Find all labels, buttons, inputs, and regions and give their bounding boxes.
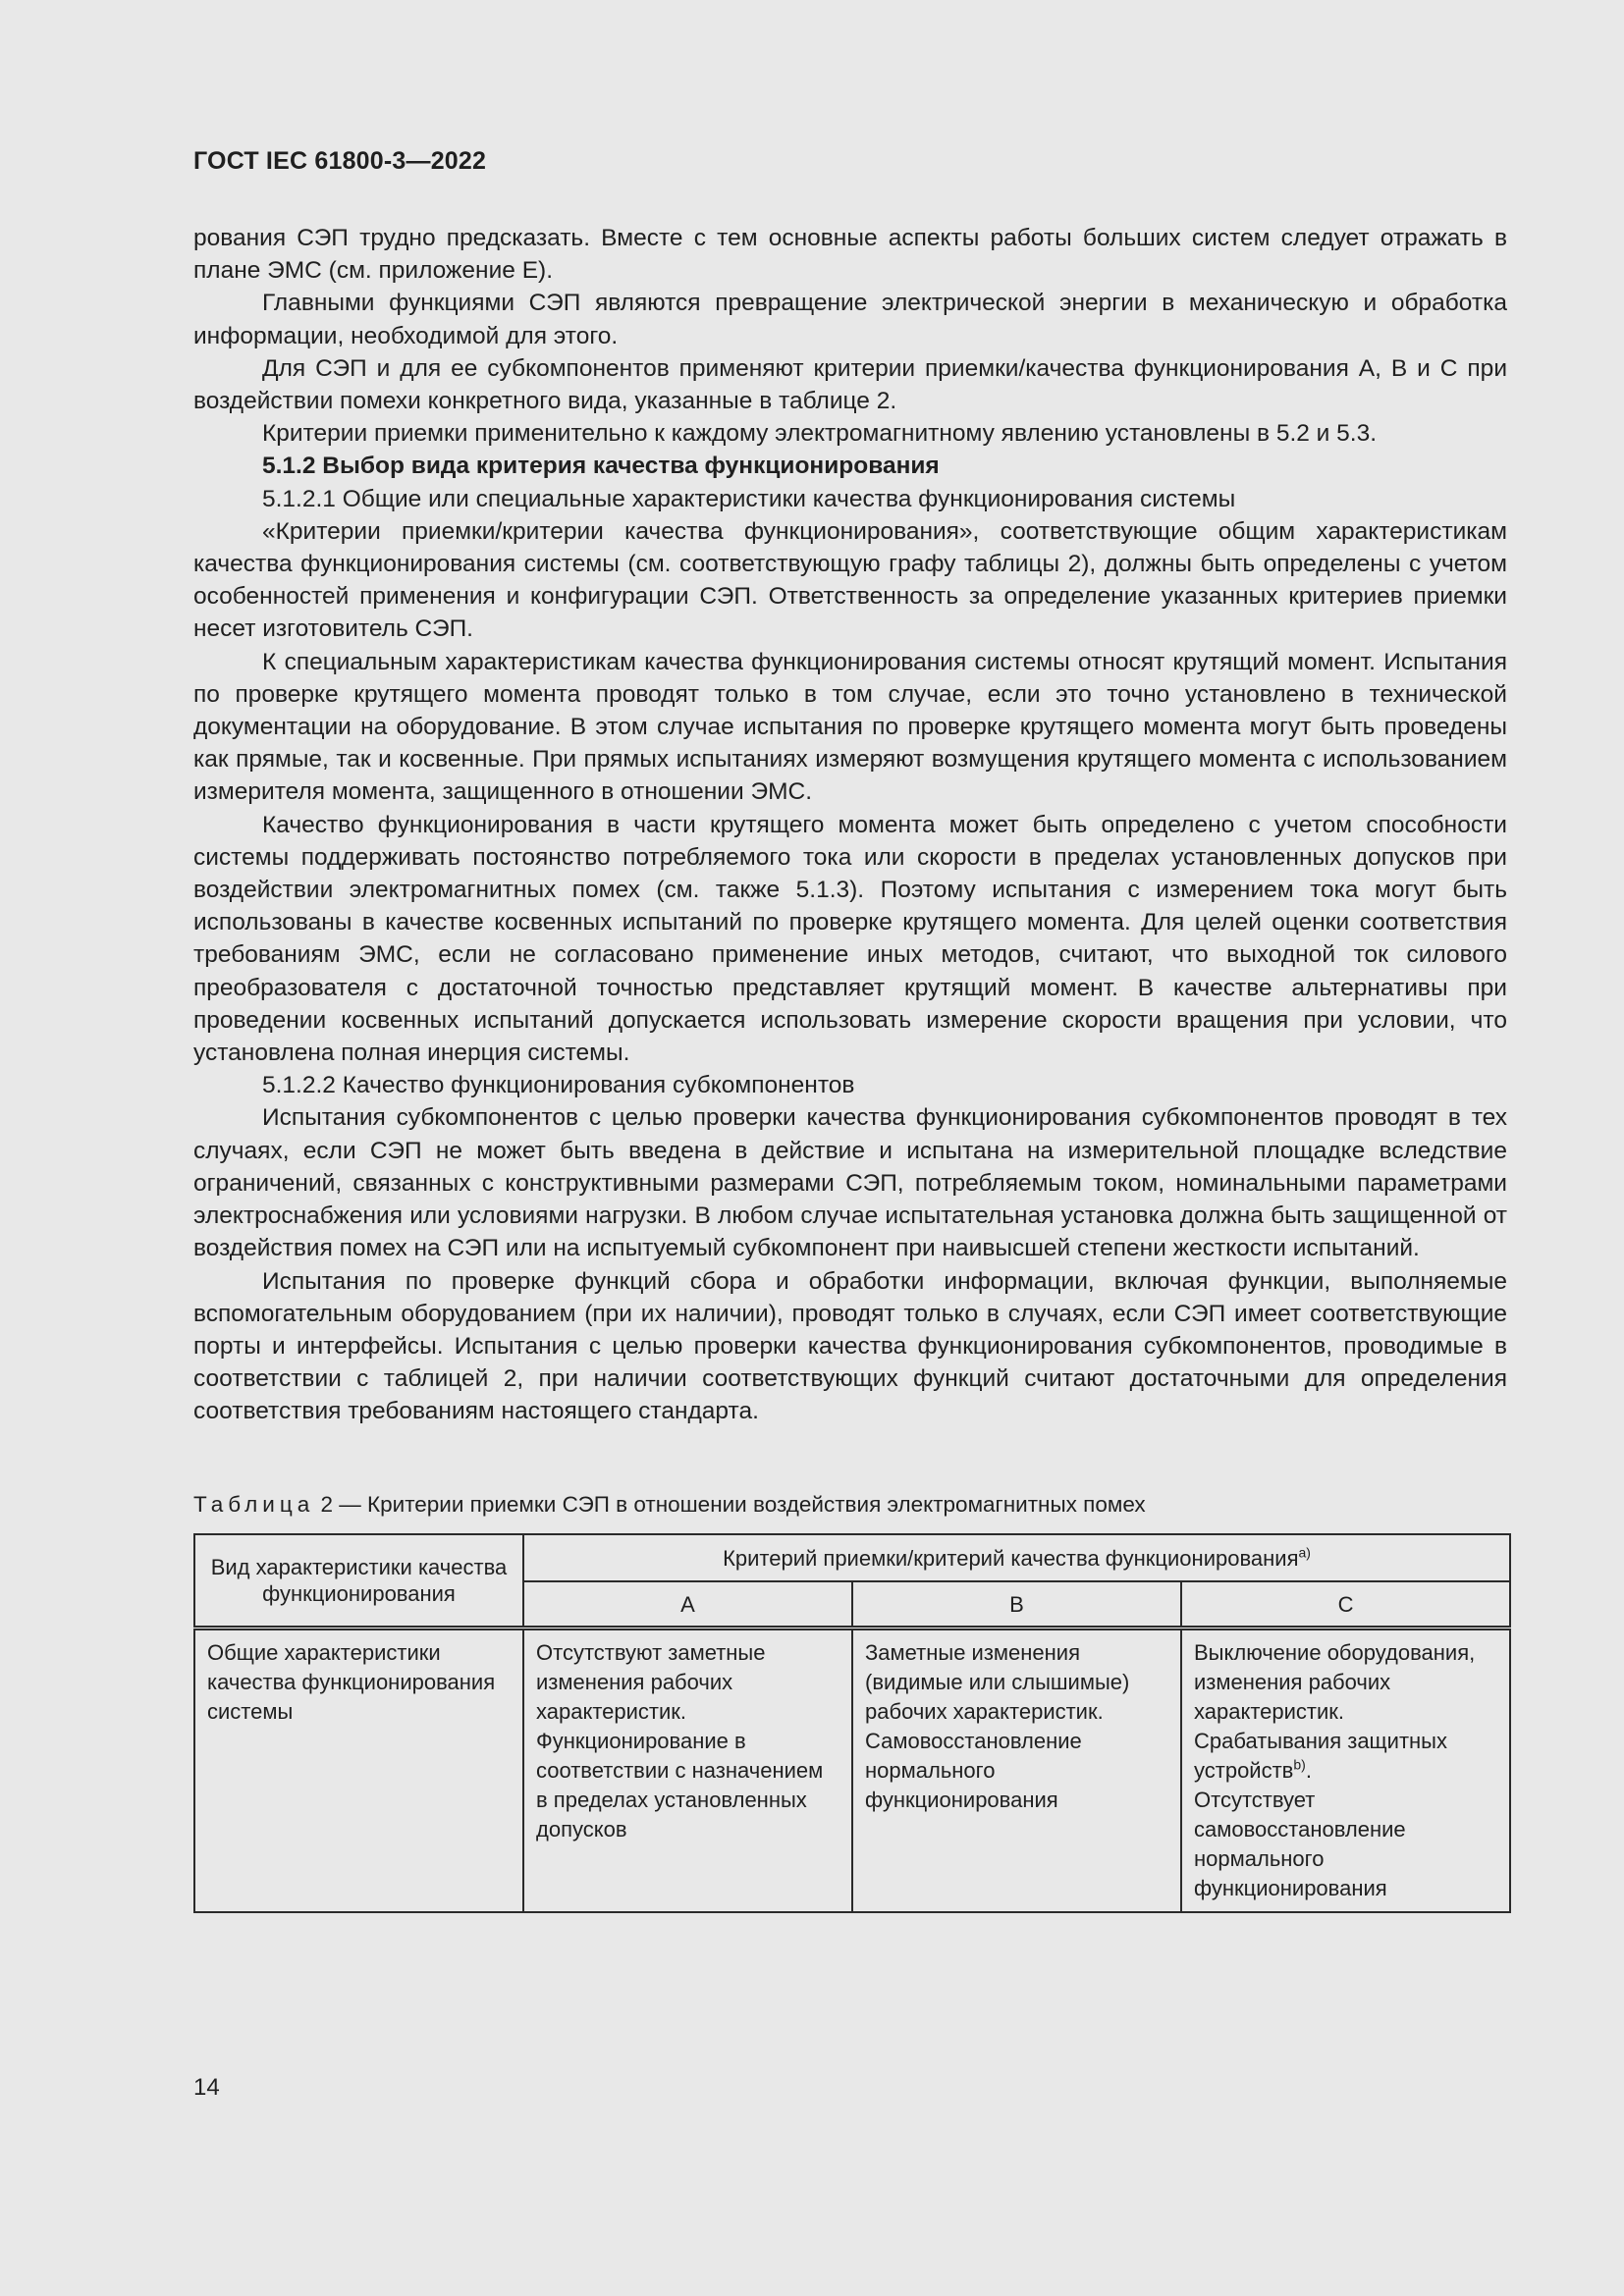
paragraph: Испытания по проверке функций сбора и обработки информации, включая функции, выполняемые вспомогательным оборудованием (при их наличии), проводят только в случаях, если СЭП имеет соответствующие порты и интерфейсы. Испытания с целью проверки качества функционирования субкомпонентов, проводимые в соответствии с таблицей 2, при наличии соответствующих функций считают достаточными для определения соответствия требованиям настоящего стандарта. [193,1267,1507,1425]
paragraph: Для СЭП и для ее субкомпонентов применяют критерии приемки/качества функционирования А, В и С при воздействии помехи конкретного вида, указанные в таблице 2. [193,354,1507,415]
cell-criterion-b: Заметные изменения (видимые или слышимые) рабочих характеристик. Самовосстановление нормального функционирования [852,1629,1181,1913]
paragraph: «Критерии приемки/критерии качества функционирования», соответствующие общим характеристикам качества функционирования системы (см. соответствующую графу таблицы 2), должны быть определены с учетом особенностей применения и конфигурации СЭП. Ответственность за определение указанных критериев приемки несет изготовитель СЭП. [193,517,1507,643]
paragraph: К специальным характеристикам качества функционирования системы относят крутящий момент. Испытания по проверке крутящего момента проводят только в том случае, если это точно установлено в технической документации на оборудование. В этом случае испытания по проверке крутящего момента могут быть проведены как прямые, так и косвенные. При прямых испытаниях измеряют возмущения крутящего момента с использованием измерителя момента, защищенного в отношении ЭМС. [193,648,1507,806]
table-caption [193,1492,1146,1518]
cell-c-text-3: Отсутствует самовосстановление нормального функционирования [1194,1788,1406,1900]
table-caption-text: 2 — Критерии приемки СЭП в отношении воздействия электромагнитных помех [314,1492,1146,1517]
header-criterion-b: В [852,1581,1181,1629]
header-criteria-group [523,1534,1510,1581]
section-heading: 5.1.2 Выбор вида критерия качества функционирования [262,453,940,480]
cell-characteristic: Общие характеристики качества функционирования системы [194,1629,523,1913]
paragraph: Качество функционирования в части крутящего момента может быть определено с учетом способности системы поддерживать постоянство потребляемого тока или скорости в пределах установленных допусков при воздействии электромагнитных помех (см. также 5.1.3). Поэтому испытания с измерением тока могут быть использованы в качестве косвенных испытаний по проверке крутящего момента. Для целей оценки соответствия требованиям ЭМС, если не согласовано применение иных методов, считают, что выходной ток силового преобразователя с достаточной точностью представляет крутящий момент. В качестве альтернативы при проведении косвенных испытаний допускается использовать измерение скорости вращения при условии, что установлена полная инерция системы. [193,811,1507,1067]
paragraph: Критерии приемки применительно к каждому электромагнитному явлению установлены в 5.2 и 5.3. [262,420,1378,448]
header-criterion-c: С [1181,1581,1510,1629]
cell-criterion-c [1181,1629,1510,1913]
subsection-heading: 5.1.2.2 Качество функционирования субкомпонентов [262,1072,855,1099]
paragraph: Главными функциями СЭП являются превращение электрической энергии в механическую и обработка информации, необходимой для этого. [193,290,1507,349]
table-row [194,1629,1510,1913]
table-caption-label: Таблица [193,1492,315,1517]
page-number: 14 [193,2074,220,2101]
paragraph: рования СЭП трудно предсказать. Вместе с тем основные аспекты работы больших систем следует отражать в плане ЭМС (см. приложение Е). [193,225,1507,285]
body-text [193,222,1507,1428]
footnote-ref-a: a) [1298,1544,1311,1561]
header-criterion-a: А [523,1581,852,1629]
footnote-ref-b: b) [1293,1756,1306,1773]
subsection-heading: 5.1.2.1 Общие или специальные характеристики качества функционирования системы [262,485,1236,512]
cell-criterion-a: Отсутствуют заметные изменения рабочих характеристик. Функционирование в соответствии с назначением в пределах установленных допусков [523,1629,852,1913]
paragraph: Испытания субкомпонентов с целью проверки качества функционирования субкомпонентов проводят в тех случаях, если СЭП не может быть введена в действие и испытана на измерительной площадке вследствие ограничений, связанных с конструктивными размерами СЭП, потребляемым током, номинальными параметрами электроснабжения или условиями нагрузки. В любом случае испытательная установка должна быть защищенной от воздействия помех на СЭП или на испытуемый субкомпонент при наивысшей степени жесткости испытаний. [193,1104,1507,1262]
document-header: ГОСТ IEC 61800-3—2022 [193,147,487,175]
cell-c-text-1: Выключение оборудования, изменения рабочих характеристик. Срабатывания защитных устройств [1194,1640,1476,1783]
criteria-table [193,1533,1511,1913]
header-characteristic-type: Вид характеристики качества функционирования [194,1534,523,1629]
cell-c-text-2: . [1305,1758,1312,1783]
header-criteria-group-text: Критерий приемки/критерий качества функционирования [723,1545,1299,1571]
